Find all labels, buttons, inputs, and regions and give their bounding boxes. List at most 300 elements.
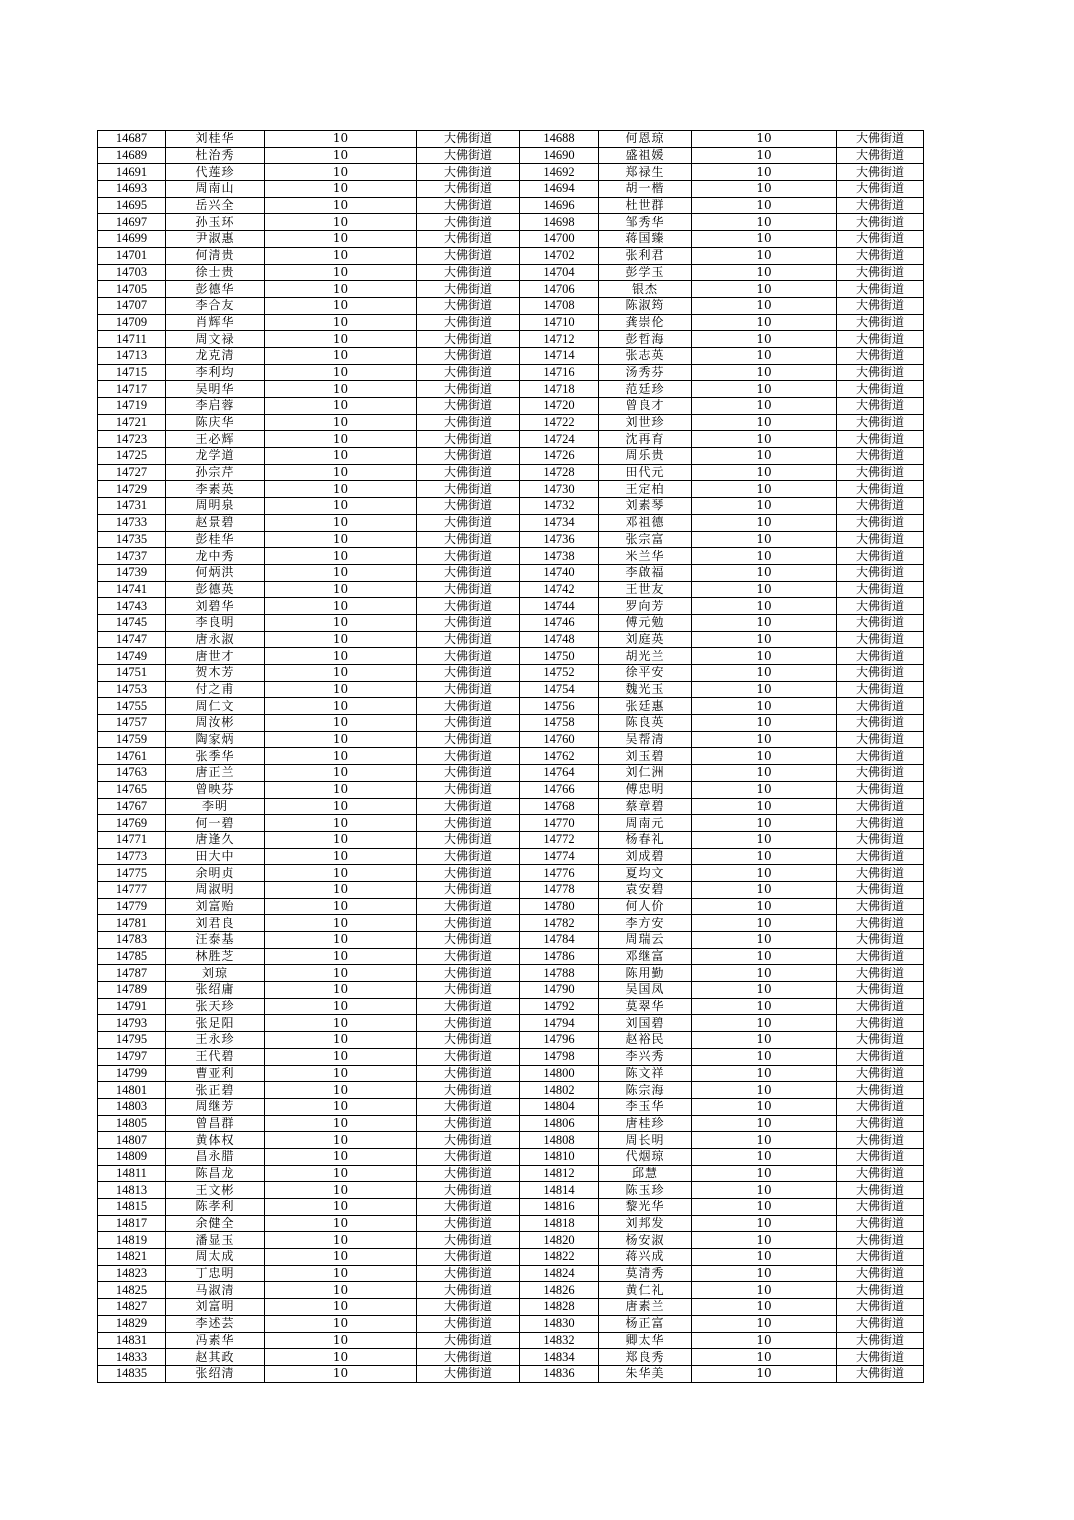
right-person-name: 郑禄生 bbox=[599, 164, 692, 181]
right-street-name: 大佛街道 bbox=[837, 965, 924, 982]
right-street-name: 大佛街道 bbox=[837, 531, 924, 548]
right-person-name: 杨春礼 bbox=[599, 831, 692, 848]
left-street-name: 大佛街道 bbox=[417, 1232, 520, 1249]
left-street-name: 大佛街道 bbox=[417, 147, 520, 164]
table-row bbox=[98, 665, 924, 682]
left-record-number: 14695 bbox=[98, 197, 166, 214]
right-street-name: 大佛街道 bbox=[837, 548, 924, 565]
left-street-name: 大佛街道 bbox=[417, 1282, 520, 1299]
left-amount: 10 bbox=[265, 398, 417, 415]
right-record-number: 14764 bbox=[520, 765, 599, 782]
left-person-name: 周继芳 bbox=[166, 1098, 265, 1115]
left-amount: 10 bbox=[265, 431, 417, 448]
left-record-number: 14797 bbox=[98, 1048, 166, 1065]
left-person-name: 彭德华 bbox=[166, 281, 265, 298]
right-record-number: 14744 bbox=[520, 598, 599, 615]
left-person-name: 李素英 bbox=[166, 481, 265, 498]
right-street-name: 大佛街道 bbox=[837, 848, 924, 865]
table-row bbox=[98, 164, 924, 181]
right-record-number: 14724 bbox=[520, 431, 599, 448]
left-record-number: 14689 bbox=[98, 147, 166, 164]
right-amount: 10 bbox=[692, 798, 837, 815]
left-record-number: 14821 bbox=[98, 1249, 166, 1266]
table-row bbox=[98, 1165, 924, 1182]
table-row bbox=[98, 998, 924, 1015]
left-record-number: 14763 bbox=[98, 765, 166, 782]
left-person-name: 余明贞 bbox=[166, 865, 265, 882]
left-person-name: 吴明华 bbox=[166, 381, 265, 398]
left-amount: 10 bbox=[265, 898, 417, 915]
right-person-name: 彭学玉 bbox=[599, 264, 692, 281]
right-person-name: 刘世珍 bbox=[599, 414, 692, 431]
right-record-number: 14748 bbox=[520, 631, 599, 648]
right-person-name: 代烟琼 bbox=[599, 1148, 692, 1165]
left-amount: 10 bbox=[265, 731, 417, 748]
right-amount: 10 bbox=[692, 147, 837, 164]
right-record-number: 14792 bbox=[520, 998, 599, 1015]
left-person-name: 张绍清 bbox=[166, 1365, 265, 1382]
table-row bbox=[98, 1315, 924, 1332]
right-record-number: 14832 bbox=[520, 1332, 599, 1349]
right-record-number: 14758 bbox=[520, 715, 599, 732]
right-amount: 10 bbox=[692, 1365, 837, 1382]
right-street-name: 大佛街道 bbox=[837, 815, 924, 832]
right-person-name: 卿太华 bbox=[599, 1332, 692, 1349]
right-person-name: 刘素琴 bbox=[599, 498, 692, 515]
left-person-name: 王文彬 bbox=[166, 1182, 265, 1199]
right-street-name: 大佛街道 bbox=[837, 1332, 924, 1349]
left-street-name: 大佛街道 bbox=[417, 998, 520, 1015]
right-record-number: 14718 bbox=[520, 381, 599, 398]
left-person-name: 刘碧华 bbox=[166, 598, 265, 615]
right-person-name: 李方安 bbox=[599, 915, 692, 932]
right-person-name: 杨安淑 bbox=[599, 1232, 692, 1249]
table-row bbox=[98, 731, 924, 748]
left-record-number: 14737 bbox=[98, 548, 166, 565]
left-record-number: 14703 bbox=[98, 264, 166, 281]
left-street-name: 大佛街道 bbox=[417, 831, 520, 848]
right-street-name: 大佛街道 bbox=[837, 831, 924, 848]
right-amount: 10 bbox=[692, 848, 837, 865]
right-street-name: 大佛街道 bbox=[837, 1249, 924, 1266]
left-amount: 10 bbox=[265, 247, 417, 264]
left-record-number: 14745 bbox=[98, 614, 166, 631]
left-amount: 10 bbox=[265, 1132, 417, 1149]
left-street-name: 大佛街道 bbox=[417, 915, 520, 932]
right-record-number: 14804 bbox=[520, 1098, 599, 1115]
left-street-name: 大佛街道 bbox=[417, 1265, 520, 1282]
left-person-name: 彭德英 bbox=[166, 581, 265, 598]
right-person-name: 蒋国臻 bbox=[599, 231, 692, 248]
table-row bbox=[98, 982, 924, 999]
left-amount: 10 bbox=[265, 781, 417, 798]
left-amount: 10 bbox=[265, 581, 417, 598]
left-street-name: 大佛街道 bbox=[417, 982, 520, 999]
left-record-number: 14807 bbox=[98, 1132, 166, 1149]
table-row bbox=[98, 1282, 924, 1299]
left-street-name: 大佛街道 bbox=[417, 231, 520, 248]
right-record-number: 14728 bbox=[520, 464, 599, 481]
left-amount: 10 bbox=[265, 1082, 417, 1099]
left-street-name: 大佛街道 bbox=[417, 581, 520, 598]
right-amount: 10 bbox=[692, 1315, 837, 1332]
left-street-name: 大佛街道 bbox=[417, 481, 520, 498]
left-street-name: 大佛街道 bbox=[417, 464, 520, 481]
right-street-name: 大佛街道 bbox=[837, 1165, 924, 1182]
right-amount: 10 bbox=[692, 197, 837, 214]
left-person-name: 付之甫 bbox=[166, 681, 265, 698]
right-street-name: 大佛街道 bbox=[837, 932, 924, 949]
left-amount: 10 bbox=[265, 848, 417, 865]
left-amount: 10 bbox=[265, 197, 417, 214]
right-person-name: 徐平安 bbox=[599, 665, 692, 682]
table-row bbox=[98, 614, 924, 631]
right-record-number: 14690 bbox=[520, 147, 599, 164]
right-street-name: 大佛街道 bbox=[837, 1098, 924, 1115]
right-amount: 10 bbox=[692, 381, 837, 398]
table-row bbox=[98, 514, 924, 531]
left-amount: 10 bbox=[265, 998, 417, 1015]
right-street-name: 大佛街道 bbox=[837, 1315, 924, 1332]
left-person-name: 李明 bbox=[166, 798, 265, 815]
right-record-number: 14834 bbox=[520, 1349, 599, 1366]
left-record-number: 14795 bbox=[98, 1032, 166, 1049]
left-amount: 10 bbox=[265, 1232, 417, 1249]
right-amount: 10 bbox=[692, 297, 837, 314]
left-amount: 10 bbox=[265, 1098, 417, 1115]
left-street-name: 大佛街道 bbox=[417, 948, 520, 965]
right-street-name: 大佛街道 bbox=[837, 398, 924, 415]
right-amount: 10 bbox=[692, 347, 837, 364]
table-row bbox=[98, 297, 924, 314]
left-record-number: 14803 bbox=[98, 1098, 166, 1115]
left-street-name: 大佛街道 bbox=[417, 1215, 520, 1232]
left-street-name: 大佛街道 bbox=[417, 1365, 520, 1382]
table-row bbox=[98, 581, 924, 598]
right-person-name: 杜世群 bbox=[599, 197, 692, 214]
right-amount: 10 bbox=[692, 531, 837, 548]
left-amount: 10 bbox=[265, 1299, 417, 1316]
right-record-number: 14732 bbox=[520, 498, 599, 515]
left-amount: 10 bbox=[265, 564, 417, 581]
right-street-name: 大佛街道 bbox=[837, 381, 924, 398]
table-row bbox=[98, 131, 924, 148]
right-record-number: 14830 bbox=[520, 1315, 599, 1332]
table-row bbox=[98, 398, 924, 415]
right-record-number: 14824 bbox=[520, 1265, 599, 1282]
right-street-name: 大佛街道 bbox=[837, 297, 924, 314]
left-person-name: 周汝彬 bbox=[166, 715, 265, 732]
left-amount: 10 bbox=[265, 798, 417, 815]
left-record-number: 14725 bbox=[98, 448, 166, 465]
right-record-number: 14752 bbox=[520, 665, 599, 682]
left-amount: 10 bbox=[265, 164, 417, 181]
left-record-number: 14711 bbox=[98, 331, 166, 348]
right-record-number: 14816 bbox=[520, 1199, 599, 1216]
left-record-number: 14777 bbox=[98, 881, 166, 898]
table-row bbox=[98, 1115, 924, 1132]
left-person-name: 何清贵 bbox=[166, 247, 265, 264]
left-person-name: 李合友 bbox=[166, 297, 265, 314]
table-row bbox=[98, 181, 924, 198]
right-record-number: 14706 bbox=[520, 281, 599, 298]
table-row bbox=[98, 1032, 924, 1049]
right-record-number: 14784 bbox=[520, 932, 599, 949]
table-row bbox=[98, 347, 924, 364]
roster-table bbox=[97, 130, 924, 1383]
right-person-name: 龚崇伦 bbox=[599, 314, 692, 331]
left-amount: 10 bbox=[265, 1249, 417, 1266]
right-street-name: 大佛街道 bbox=[837, 498, 924, 515]
right-street-name: 大佛街道 bbox=[837, 331, 924, 348]
left-person-name: 陈昌龙 bbox=[166, 1165, 265, 1182]
right-person-name: 张志英 bbox=[599, 347, 692, 364]
right-record-number: 14746 bbox=[520, 614, 599, 631]
left-street-name: 大佛街道 bbox=[417, 297, 520, 314]
left-record-number: 14823 bbox=[98, 1265, 166, 1282]
right-amount: 10 bbox=[692, 681, 837, 698]
left-record-number: 14697 bbox=[98, 214, 166, 231]
left-record-number: 14741 bbox=[98, 581, 166, 598]
left-amount: 10 bbox=[265, 231, 417, 248]
right-person-name: 胡光兰 bbox=[599, 648, 692, 665]
right-amount: 10 bbox=[692, 481, 837, 498]
left-street-name: 大佛街道 bbox=[417, 1132, 520, 1149]
right-street-name: 大佛街道 bbox=[837, 748, 924, 765]
left-record-number: 14755 bbox=[98, 698, 166, 715]
right-person-name: 刘庭英 bbox=[599, 631, 692, 648]
table-row bbox=[98, 531, 924, 548]
right-person-name: 陈玉珍 bbox=[599, 1182, 692, 1199]
right-street-name: 大佛街道 bbox=[837, 214, 924, 231]
table-row bbox=[98, 381, 924, 398]
right-record-number: 14812 bbox=[520, 1165, 599, 1182]
left-amount: 10 bbox=[265, 1032, 417, 1049]
right-amount: 10 bbox=[692, 1282, 837, 1299]
right-amount: 10 bbox=[692, 181, 837, 198]
table-row bbox=[98, 1349, 924, 1366]
left-person-name: 林胜芝 bbox=[166, 948, 265, 965]
left-record-number: 14785 bbox=[98, 948, 166, 965]
right-record-number: 14712 bbox=[520, 331, 599, 348]
right-person-name: 李兴秀 bbox=[599, 1048, 692, 1065]
left-amount: 10 bbox=[265, 831, 417, 848]
right-record-number: 14828 bbox=[520, 1299, 599, 1316]
table-row bbox=[98, 464, 924, 481]
right-person-name: 黎光华 bbox=[599, 1199, 692, 1216]
left-street-name: 大佛街道 bbox=[417, 965, 520, 982]
right-street-name: 大佛街道 bbox=[837, 131, 924, 148]
right-person-name: 莫翠华 bbox=[599, 998, 692, 1015]
left-record-number: 14699 bbox=[98, 231, 166, 248]
right-street-name: 大佛街道 bbox=[837, 264, 924, 281]
left-street-name: 大佛街道 bbox=[417, 798, 520, 815]
left-record-number: 14809 bbox=[98, 1148, 166, 1165]
left-person-name: 周南山 bbox=[166, 181, 265, 198]
left-amount: 10 bbox=[265, 1349, 417, 1366]
right-amount: 10 bbox=[692, 781, 837, 798]
right-amount: 10 bbox=[692, 881, 837, 898]
left-street-name: 大佛街道 bbox=[417, 531, 520, 548]
table-row bbox=[98, 948, 924, 965]
left-record-number: 14815 bbox=[98, 1199, 166, 1216]
right-street-name: 大佛街道 bbox=[837, 1148, 924, 1165]
right-record-number: 14742 bbox=[520, 581, 599, 598]
left-street-name: 大佛街道 bbox=[417, 1182, 520, 1199]
left-person-name: 杜治秀 bbox=[166, 147, 265, 164]
right-person-name: 陈淑筠 bbox=[599, 297, 692, 314]
left-record-number: 14705 bbox=[98, 281, 166, 298]
left-street-name: 大佛街道 bbox=[417, 564, 520, 581]
left-street-name: 大佛街道 bbox=[417, 648, 520, 665]
left-street-name: 大佛街道 bbox=[417, 1032, 520, 1049]
right-amount: 10 bbox=[692, 247, 837, 264]
right-record-number: 14798 bbox=[520, 1048, 599, 1065]
left-street-name: 大佛街道 bbox=[417, 448, 520, 465]
right-amount: 10 bbox=[692, 698, 837, 715]
left-street-name: 大佛街道 bbox=[417, 598, 520, 615]
right-person-name: 汤秀芬 bbox=[599, 364, 692, 381]
table-row bbox=[98, 1299, 924, 1316]
left-person-name: 陈孝利 bbox=[166, 1199, 265, 1216]
left-record-number: 14767 bbox=[98, 798, 166, 815]
right-person-name: 蒋兴成 bbox=[599, 1249, 692, 1266]
left-amount: 10 bbox=[265, 214, 417, 231]
right-amount: 10 bbox=[692, 665, 837, 682]
left-person-name: 代莲珍 bbox=[166, 164, 265, 181]
left-person-name: 刘富贻 bbox=[166, 898, 265, 915]
table-row bbox=[98, 147, 924, 164]
left-person-name: 刘桂华 bbox=[166, 131, 265, 148]
right-street-name: 大佛街道 bbox=[837, 698, 924, 715]
right-amount: 10 bbox=[692, 464, 837, 481]
right-person-name: 张廷惠 bbox=[599, 698, 692, 715]
right-street-name: 大佛街道 bbox=[837, 1232, 924, 1249]
right-street-name: 大佛街道 bbox=[837, 1265, 924, 1282]
left-person-name: 岳兴全 bbox=[166, 197, 265, 214]
left-street-name: 大佛街道 bbox=[417, 898, 520, 915]
right-amount: 10 bbox=[692, 1265, 837, 1282]
right-street-name: 大佛街道 bbox=[837, 798, 924, 815]
right-record-number: 14704 bbox=[520, 264, 599, 281]
left-person-name: 李良明 bbox=[166, 614, 265, 631]
right-street-name: 大佛街道 bbox=[837, 1299, 924, 1316]
right-amount: 10 bbox=[692, 915, 837, 932]
right-street-name: 大佛街道 bbox=[837, 631, 924, 648]
right-amount: 10 bbox=[692, 965, 837, 982]
left-street-name: 大佛街道 bbox=[417, 398, 520, 415]
right-amount: 10 bbox=[692, 131, 837, 148]
left-amount: 10 bbox=[265, 448, 417, 465]
right-person-name: 张利君 bbox=[599, 247, 692, 264]
right-record-number: 14820 bbox=[520, 1232, 599, 1249]
right-person-name: 蔡章碧 bbox=[599, 798, 692, 815]
left-amount: 10 bbox=[265, 464, 417, 481]
left-amount: 10 bbox=[265, 932, 417, 949]
left-person-name: 张季华 bbox=[166, 748, 265, 765]
left-street-name: 大佛街道 bbox=[417, 347, 520, 364]
left-record-number: 14693 bbox=[98, 181, 166, 198]
right-person-name: 刘玉碧 bbox=[599, 748, 692, 765]
left-amount: 10 bbox=[265, 314, 417, 331]
right-amount: 10 bbox=[692, 431, 837, 448]
table-row bbox=[98, 1148, 924, 1165]
left-amount: 10 bbox=[265, 181, 417, 198]
table-row bbox=[98, 715, 924, 732]
right-record-number: 14716 bbox=[520, 364, 599, 381]
left-person-name: 孙宗芹 bbox=[166, 464, 265, 481]
left-street-name: 大佛街道 bbox=[417, 214, 520, 231]
left-person-name: 周仁文 bbox=[166, 698, 265, 715]
left-person-name: 贺木芳 bbox=[166, 665, 265, 682]
right-amount: 10 bbox=[692, 398, 837, 415]
right-record-number: 14790 bbox=[520, 982, 599, 999]
right-person-name: 李啟福 bbox=[599, 564, 692, 581]
right-street-name: 大佛街道 bbox=[837, 898, 924, 915]
table-row bbox=[98, 831, 924, 848]
table-row bbox=[98, 898, 924, 915]
left-record-number: 14819 bbox=[98, 1232, 166, 1249]
left-person-name: 周明泉 bbox=[166, 498, 265, 515]
left-street-name: 大佛街道 bbox=[417, 614, 520, 631]
left-person-name: 王永珍 bbox=[166, 1032, 265, 1049]
left-person-name: 赵景碧 bbox=[166, 514, 265, 531]
left-street-name: 大佛街道 bbox=[417, 715, 520, 732]
left-person-name: 龙中秀 bbox=[166, 548, 265, 565]
table-row bbox=[98, 815, 924, 832]
left-person-name: 王代碧 bbox=[166, 1048, 265, 1065]
left-person-name: 曾映芬 bbox=[166, 781, 265, 798]
right-person-name: 彭哲海 bbox=[599, 331, 692, 348]
left-person-name: 周太成 bbox=[166, 1249, 265, 1266]
left-record-number: 14715 bbox=[98, 364, 166, 381]
right-record-number: 14814 bbox=[520, 1182, 599, 1199]
right-person-name: 米兰华 bbox=[599, 548, 692, 565]
left-record-number: 14749 bbox=[98, 648, 166, 665]
right-person-name: 田代元 bbox=[599, 464, 692, 481]
right-record-number: 14800 bbox=[520, 1065, 599, 1082]
left-street-name: 大佛街道 bbox=[417, 1199, 520, 1216]
right-street-name: 大佛街道 bbox=[837, 581, 924, 598]
left-amount: 10 bbox=[265, 965, 417, 982]
right-record-number: 14710 bbox=[520, 314, 599, 331]
right-person-name: 傅元勉 bbox=[599, 614, 692, 631]
left-amount: 10 bbox=[265, 1315, 417, 1332]
right-amount: 10 bbox=[692, 898, 837, 915]
table-row bbox=[98, 798, 924, 815]
left-street-name: 大佛街道 bbox=[417, 1165, 520, 1182]
right-person-name: 盛祖媛 bbox=[599, 147, 692, 164]
right-street-name: 大佛街道 bbox=[837, 648, 924, 665]
right-street-name: 大佛街道 bbox=[837, 364, 924, 381]
right-amount: 10 bbox=[692, 631, 837, 648]
right-street-name: 大佛街道 bbox=[837, 715, 924, 732]
left-person-name: 周文禄 bbox=[166, 331, 265, 348]
left-street-name: 大佛街道 bbox=[417, 131, 520, 148]
left-person-name: 曾昌群 bbox=[166, 1115, 265, 1132]
right-street-name: 大佛街道 bbox=[837, 1015, 924, 1032]
right-street-name: 大佛街道 bbox=[837, 948, 924, 965]
left-amount: 10 bbox=[265, 1015, 417, 1032]
left-person-name: 何炳洪 bbox=[166, 564, 265, 581]
right-amount: 10 bbox=[692, 214, 837, 231]
right-amount: 10 bbox=[692, 164, 837, 181]
table-row bbox=[98, 1215, 924, 1232]
table-row bbox=[98, 965, 924, 982]
right-street-name: 大佛街道 bbox=[837, 1349, 924, 1366]
left-person-name: 张正碧 bbox=[166, 1082, 265, 1099]
right-record-number: 14756 bbox=[520, 698, 599, 715]
